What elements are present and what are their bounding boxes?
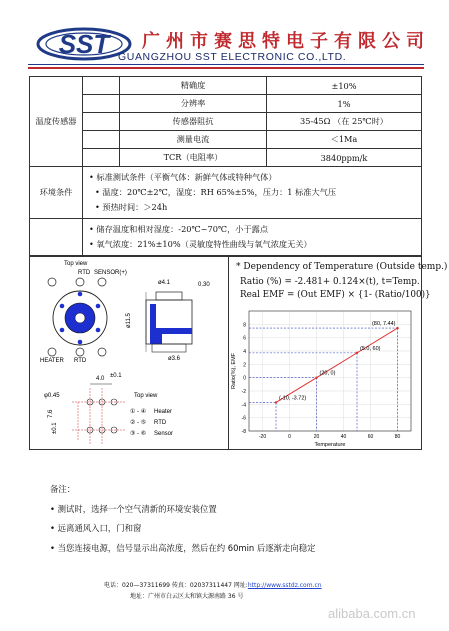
note-item: • 测试时，选择一个空气清新的环境安装位置 (50, 503, 217, 514)
legend-name: Sensor (154, 431, 174, 437)
top-view-sensor (40, 261, 127, 364)
chart-series (275, 327, 399, 404)
y-tick-label: -4 (241, 402, 246, 409)
legend-pins: ② - ⑤ (130, 420, 147, 426)
dim-width-tol: ±0.1 (52, 422, 58, 434)
table-row (30, 167, 422, 219)
spec-value: 1% (267, 95, 422, 113)
pin-label-sensor: SENSOR(+) (94, 270, 127, 276)
top-view-label: Top view (134, 393, 158, 399)
y-tick-label: -2 (241, 389, 246, 395)
temp-sensor-category: 温度传感器 (30, 77, 83, 167)
pin-label-heater: HEATER (40, 358, 64, 364)
data-point (396, 327, 398, 329)
table-row (30, 149, 422, 167)
x-tick-label: 80 (394, 434, 401, 440)
company-name-en: GUANGZHOU SST ELECTRONIC CO.,LTD. (118, 51, 347, 63)
y-tick-label: 6 (243, 335, 246, 342)
spec-label: 测量电流 (120, 131, 267, 149)
dim-pitch: 4.0 (96, 376, 105, 382)
y-tick-label: 2 (243, 362, 246, 369)
header-rule-blue (28, 64, 424, 65)
footer-contact-text: 电话：020—37311699 传真：02037311447 网址: (104, 582, 248, 589)
pin-label-rtd-bottom: RTD (74, 358, 87, 364)
chart-guides (249, 328, 398, 431)
notes-section (50, 480, 316, 558)
watermark: alibaba.com.cn (328, 606, 416, 621)
spec-value: 3840ppm/k (267, 149, 422, 167)
legend-name: RTD (154, 420, 167, 426)
formula-ratio: Ratio (%) = -2.481+ 0.124×(t), t=Temp. (240, 277, 420, 287)
table-row (30, 95, 422, 113)
dim-width: 7.6 (48, 409, 54, 418)
logo-text: SST (58, 29, 110, 59)
legend-pins: ① - ④ (130, 409, 147, 415)
chart-axes (231, 311, 411, 448)
x-tick-label: -20 (258, 434, 267, 440)
pin-label-rtd: RTD (78, 270, 91, 276)
notes-heading: 备注： (50, 484, 76, 494)
env-line: • 标准测试条件（平衡气体：新鲜气体或特种气体） (89, 172, 277, 182)
temperature-chart (229, 303, 421, 448)
x-tick-label: 0 (288, 434, 291, 440)
company-name-cn: 广州市赛思特电子有限公司 (142, 31, 430, 52)
data-point (275, 401, 277, 403)
note-item: • 远离通风入口，门和窗 (50, 523, 142, 533)
storage-line: • 氧气浓度：21%±10%（灵敏度特性曲线与氧气浓度无关） (89, 239, 312, 249)
y-tick-label: -6 (241, 415, 246, 422)
table-row (30, 219, 422, 256)
table-row (30, 113, 422, 131)
header-rule-red (28, 67, 424, 69)
dim-pitch-tol: ±0.1 (110, 373, 122, 379)
side-view-sensor (126, 280, 210, 362)
table-row (30, 77, 422, 95)
dim-side-top: ø4.1 (158, 280, 171, 286)
chart-title: * Dependency of Temperature (Outside temp.) (236, 262, 448, 272)
env-line: • 温度：20℃±2℃，湿度：RH 65%±5%，压力：1 标准大气压 (95, 187, 337, 197)
footer-address: 地址：广州市白云区太和镇大源南路 36 号 (130, 593, 244, 600)
y-axis-label: Ratio(%), EMF (231, 352, 237, 390)
note-item: • 当您连接电源，信号显示出高浓度，然后在约 60min 后逐渐走向稳定 (50, 542, 316, 553)
x-tick-label: 40 (340, 434, 347, 440)
data-label: (20, 0) (319, 370, 336, 377)
legend-pins: ③ - ⑥ (130, 431, 147, 437)
data-label: (80, 7.44) (371, 321, 396, 328)
y-tick-label: 0 (243, 375, 246, 382)
spec-value: ±10% (267, 77, 422, 95)
y-tick-label: -8 (241, 429, 246, 435)
spec-label: 分辨率 (120, 95, 267, 113)
env-category: 环境条件 (30, 167, 83, 219)
website-link[interactable]: http://www.sstdz.com.cn (247, 582, 322, 589)
storage-line: • 储存温度和相对湿度：-20℃~70℃，小于露点 (89, 224, 269, 234)
series-line (276, 328, 398, 402)
top-view-caption: Top view (64, 261, 88, 267)
y-tick-label: 8 (243, 322, 246, 329)
dim-side-bottom: ø3.6 (168, 356, 181, 362)
legend-name: Heater (154, 409, 173, 415)
x-axis-label: Temperature (314, 442, 346, 448)
dim-side-right: 0.30 (198, 282, 210, 288)
data-point (315, 376, 317, 378)
table-row (30, 131, 422, 149)
data-point (356, 352, 358, 354)
spec-value: 35-45Ω （在 25℃时） (267, 113, 422, 131)
spec-value: ＜1Ma (267, 131, 422, 149)
spec-table (29, 76, 422, 256)
spec-label: TCR（电阻率） (120, 149, 267, 167)
spec-label: 传感器阻抗 (120, 113, 267, 131)
data-label: (5.0, 60) (360, 345, 381, 352)
formula-emf: Real EMF = (Out EMF) × {1- (Ratio/100)} (240, 290, 431, 300)
x-tick-label: 20 (313, 434, 320, 440)
spec-label: 精确度 (120, 77, 267, 95)
data-label: (-10, -3.72) (279, 395, 307, 402)
pin-layout-view (44, 373, 173, 444)
env-line: • 预热时间：＞24h (95, 202, 168, 212)
dim-hole: φ0.45 (44, 393, 60, 399)
dim-side-left: ø11.5 (126, 313, 132, 328)
x-tick-label: 60 (367, 434, 374, 440)
footer-contact (104, 580, 322, 589)
sensor-drawing (30, 258, 227, 448)
y-tick-label: 4 (243, 349, 246, 355)
